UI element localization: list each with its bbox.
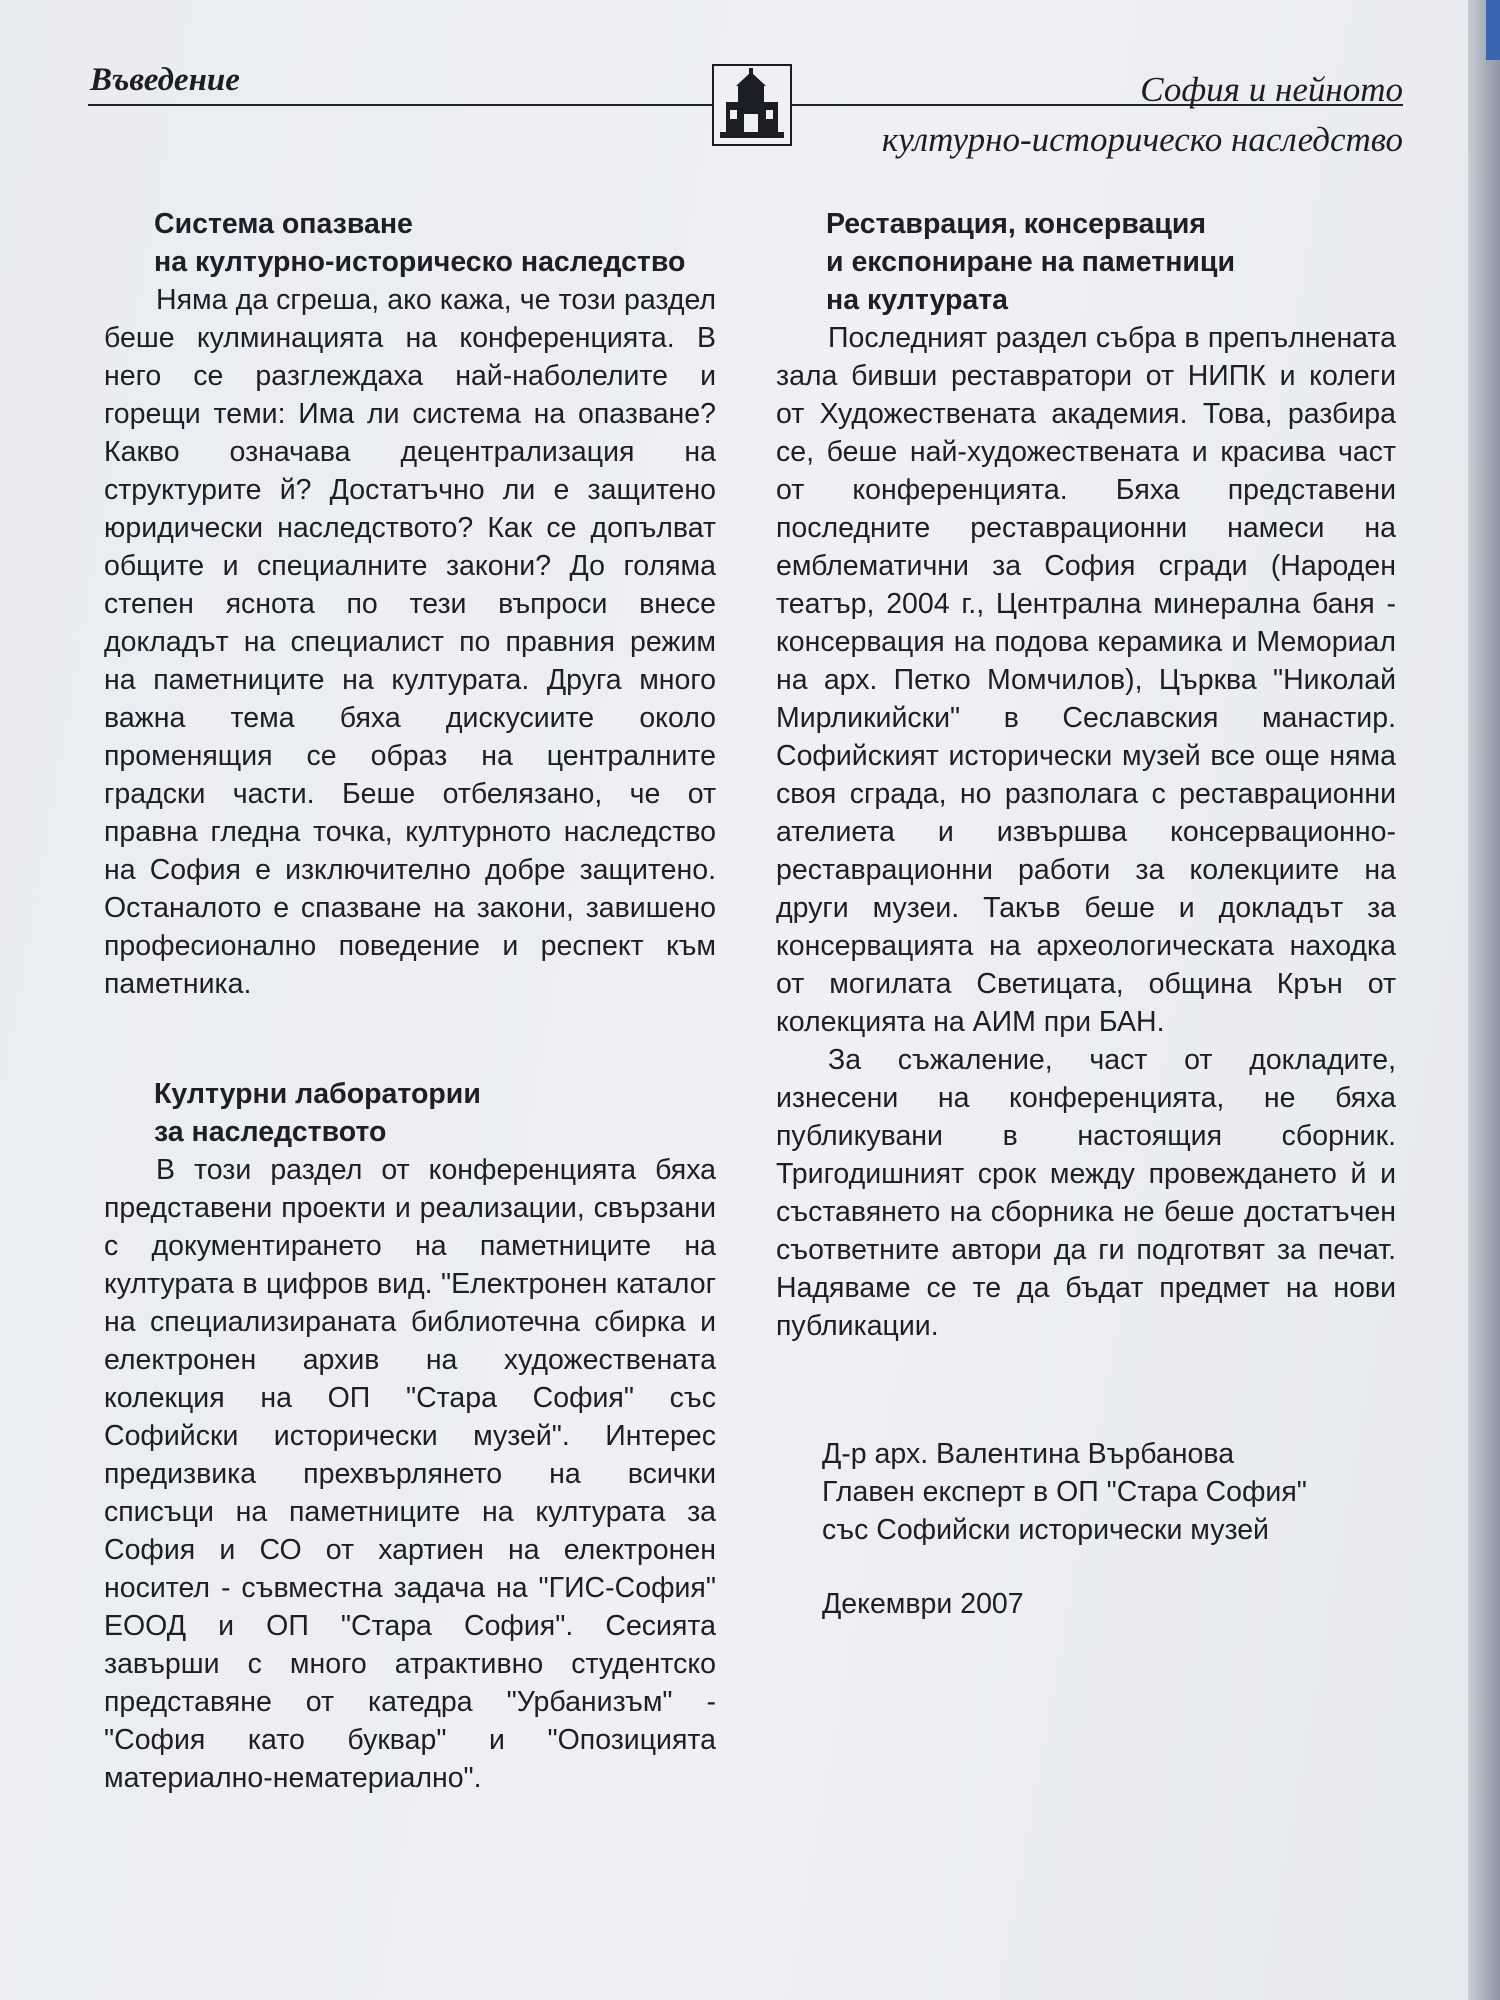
right-column [776,205,1396,1623]
section3-paragraph: Последният раздел събра в препълнената зала бивши реставратори от НИПК и колеги от Художествената академия. Това, разбира се, беше най-художествената и красива част от конференцията. Бяха представени последните реставрационни намеси на емблематични за София сгради (Народен театър, 2004 г., Централна минерална баня - консервация на подова керамика и Мемориал на арх. Петко Момчилов), Църква "Николай Мирликийски" в Сеславския манастир. Софийският исторически музей все още няма своя сграда, но разполага с реставрационни ателиета и извършва консервационно-реставрационни работи за колекциите на други музеи. Такъв беше и докладът за консервацията на археологическата находка от могилата Светицата, община Крън от колекцията на АИМ при БАН. [776,322,1396,1038]
section3-title-line3: на културата [826,284,1009,316]
header-book-title-line1: София и нейното [1140,70,1403,109]
section-gap [104,1003,716,1075]
signature-date: Декември 2007 [822,1588,1024,1620]
section2-paragraph: В този раздел от конференцията бяха представени проекти и реализации, свързани с документирането на паметниците на културата в цифров вид. "Електронен каталог на специализираната библиотечна сбирка и електронен архив на художествената колекция на ОП "Стара София" със Софийски исторически музей". Интерес предизвика прехвърлянето на всички списъци на паметниците на културата за София и СО от хартиен на електронен носител - съвместна задача на "ГИС-София" ЕООД и ОП "Стара София". Сесията завърши с много атрактивно студентско представяне от катедра "Урбанизъм" - "София като буквар" и "Опозицията материално-нематериално". [104,1154,716,1794]
left-column [104,205,716,1797]
signature-institution: със Софийски исторически музей [822,1514,1269,1546]
signature-position: Главен експерт в ОП "Стара София" [822,1476,1307,1508]
signature-name: Д-р арх. Валентина Върбанова [822,1438,1235,1470]
church-building-icon [712,64,792,146]
header-section-title: Въведение [90,62,240,98]
page-edge-tab [1486,0,1500,60]
header-book-title-line2: културно-историческо наследство [881,120,1403,159]
section1-title-line1: Система опазване [154,208,413,240]
signature [776,1435,1396,1549]
section3-title-line1: Реставрация, консервация [826,208,1207,240]
section2-title-line2: за наследството [154,1116,387,1148]
section3-title-line2: и експониране на паметници [826,246,1235,278]
section2-title-line1: Културни лаборатории [154,1078,481,1110]
section1-paragraph: Няма да сгреша, ако кажа, че този раздел беше кулминацията на конференцията. В него се разглеждаха най-наболелите и горещи теми: Има ли система на опазване? Какво означава децентрализация на структурите й? Достатъчно ли е защитено юридически наследството? Как се допълват общите и специалните закони? До голяма степен яснота по тези въпроси внесе докладът на специалист по правния режим на паметниците на културата. Друга много важна тема бяха дискусиите около променящия се образ на централните градски части. Беше отбелязано, че от правна гледна точка, културното наследство на София е изключително добре защитено. Останалото е спазване на закони, завишено професионално поведение и респект към паметника. [104,284,716,1000]
page-edge [1468,0,1500,2000]
section1-title-line2: на културно-историческо наследство [154,246,686,278]
section3-paragraph-2: За съжаление, част от докладите, изнесени на конференцията, не бяха публикувани в настоящия сборник. Тригодишният срок между провеждането й и съставянето на сборника не беше достатъчен съответните автори да ги подготвят за печат. Надяваме се те да бъдат предмет на нови публикации. [776,1044,1396,1342]
